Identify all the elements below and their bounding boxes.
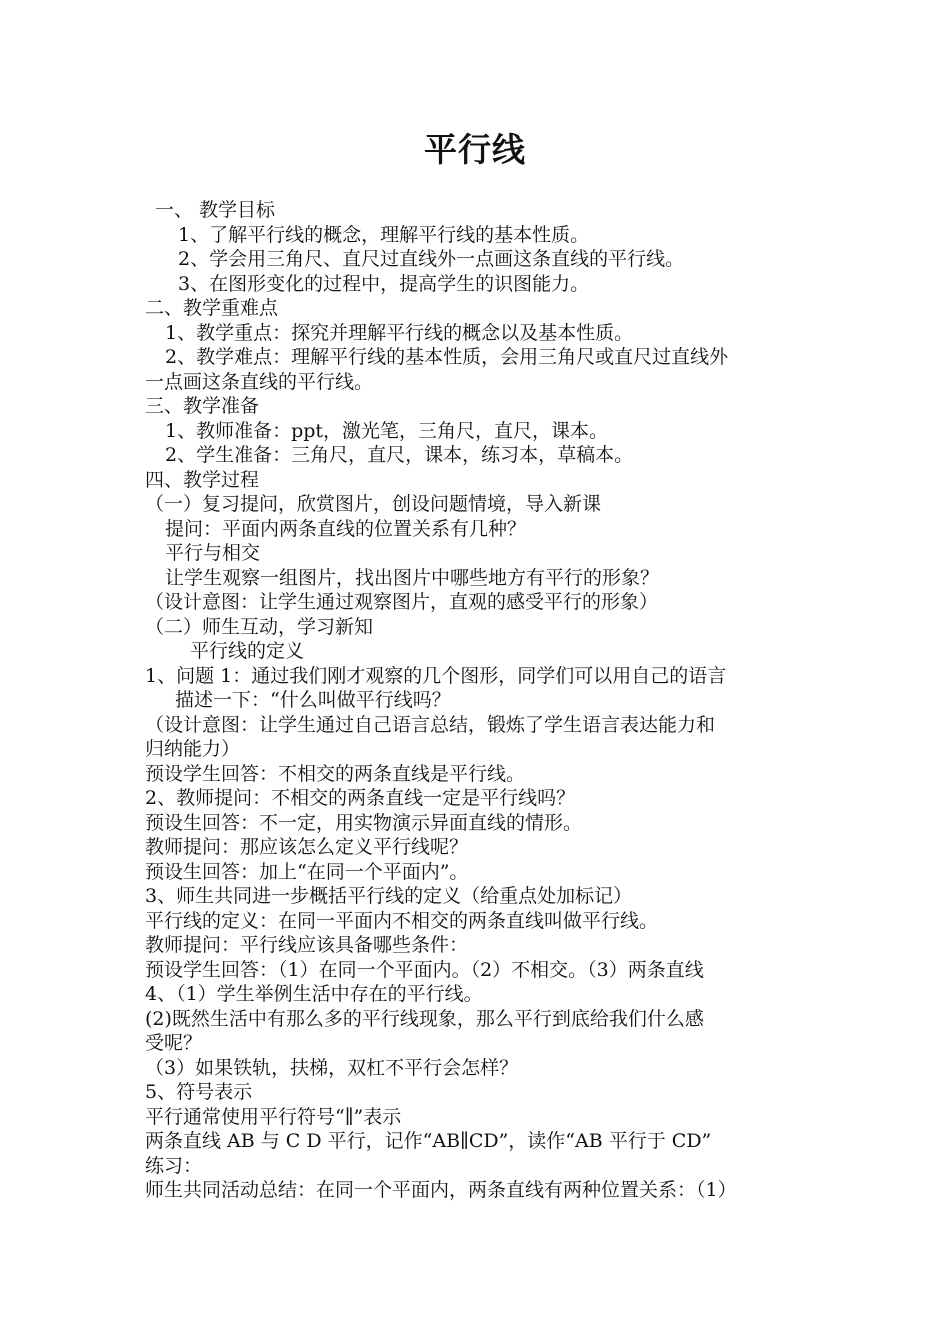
key-point-item-1: 1、教学重点：探究并理解平行线的概念以及基本性质。 bbox=[165, 321, 634, 344]
process-text-line: 提问：平面内两条直线的位置关系有几种？ bbox=[165, 517, 527, 540]
item-5-heading: 5、符号表示 bbox=[145, 1081, 253, 1103]
process-text-line: (2)既然生活中有那么多的平行线现象，那么平行到底给我们什么感 bbox=[145, 1007, 704, 1030]
process-subheading-2: （二）师生互动，学习新知 bbox=[145, 615, 374, 638]
document-title: 平行线 bbox=[424, 130, 526, 169]
process-text-line: （3）如果铁轨，扶梯，双杠不平行会怎样？ bbox=[145, 1056, 519, 1079]
process-text-line: 预设学生回答：（1）在同一个平面内。（2）不相交。（3）两条直线 bbox=[145, 958, 704, 981]
item-4-line: 4、（1）学生举例生活中存在的平行线。 bbox=[145, 983, 483, 1005]
key-point-item-2: 2、教学难点：理解平行线的基本性质，会用三角尺或直尺过直线外 bbox=[165, 346, 729, 368]
summary-line: 师生共同活动总结：在同一个平面内，两条直线有两种位置关系：（1） bbox=[145, 1179, 737, 1201]
definition-text: 平行线的定义：在同一平面内不相交的两条直线叫做平行线。 bbox=[145, 909, 659, 932]
question-1-cont: 描述一下：“什么叫做平行线吗？ bbox=[175, 689, 451, 711]
section-heading-preparation: 三、教学准备 bbox=[145, 395, 260, 417]
process-text-line: 两条直线 AB 与 C D 平行，记作“AB∥CD”，读作“AB 平行于 CD” bbox=[145, 1130, 712, 1152]
document-body bbox=[145, 198, 815, 1203]
question-1-line: 1、问题 1：通过我们刚才观察的几个图形，同学们可以用自己的语言 bbox=[145, 664, 727, 687]
design-intent-note-cont: 归纳能力） bbox=[145, 738, 241, 760]
process-text-line: 让学生观察一组图片，找出图片中哪些地方有平行的形象？ bbox=[165, 566, 660, 589]
definition-heading: 平行线的定义 bbox=[190, 640, 305, 662]
preparation-item-2: 2、学生准备：三角尺，直尺，课本，练习本，草稿本。 bbox=[165, 444, 634, 466]
question-2-line: 2、教师提问：不相交的两条直线一定是平行线吗？ bbox=[145, 787, 576, 809]
exercise-label: 练习： bbox=[145, 1154, 203, 1177]
process-text-line: 平行与相交 bbox=[165, 542, 261, 564]
process-text-line: 预设生回答：加上“在同一个平面内”。 bbox=[145, 860, 469, 883]
process-text-line: 预设学生回答：不相交的两条直线是平行线。 bbox=[145, 762, 526, 785]
objective-item-1: 1、了解平行线的概念，理解平行线的基本性质。 bbox=[178, 223, 590, 246]
section-heading-objectives: 一、 教学目标 bbox=[155, 199, 276, 221]
section-heading-process: 四、教学过程 bbox=[145, 468, 260, 491]
design-intent-note: （设计意图：让学生通过自己语言总结，锻炼了学生语言表达能力和 bbox=[145, 713, 716, 736]
design-intent-note: （设计意图：让学生通过观察图片，直观的感受平行的形象） bbox=[145, 591, 659, 613]
process-text-line: 平行通常使用平行符号“∥”表示 bbox=[145, 1105, 402, 1128]
process-text-line-cont: 受呢？ bbox=[145, 1032, 203, 1054]
section-heading-key-points: 二、教学重难点 bbox=[145, 297, 279, 319]
key-point-item-2-cont: 一点画这条直线的平行线。 bbox=[145, 370, 374, 393]
process-subheading-1: （一）复习提问，欣赏图片，创设问题情境，导入新课 bbox=[145, 493, 602, 515]
process-text-line: 教师提问：那应该怎么定义平行线呢？ bbox=[145, 836, 469, 858]
question-3-line: 3、师生共同进一步概括平行线的定义（给重点处加标记） bbox=[145, 885, 633, 907]
process-text-line: 预设生回答：不一定，用实物演示异面直线的情形。 bbox=[145, 811, 583, 834]
objective-item-2: 2、学会用三角尺、直尺过直线外一点画这条直线的平行线。 bbox=[178, 248, 685, 270]
objective-item-3: 3、在图形变化的过程中，提高学生的识图能力。 bbox=[178, 272, 590, 295]
preparation-item-1: 1、教师准备：ppt，激光笔，三角尺，直尺，课本。 bbox=[165, 419, 609, 442]
process-text-line: 教师提问：平行线应该具备哪些条件： bbox=[145, 934, 469, 956]
